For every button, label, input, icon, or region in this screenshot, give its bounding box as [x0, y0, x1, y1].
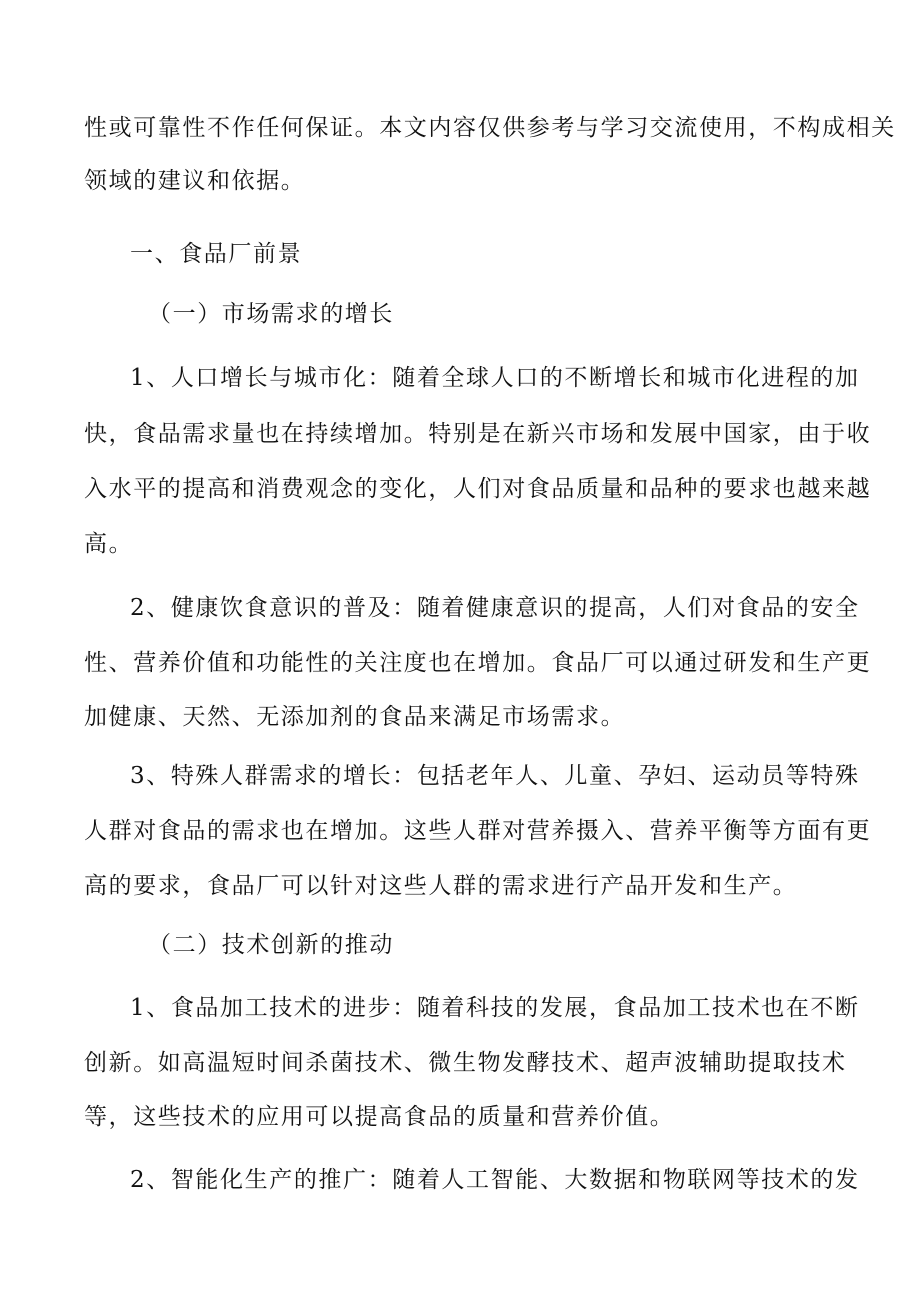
paragraph-3-line-3: 高的要求，食品厂可以针对这些人群的需求进行产品开发和生产。	[84, 873, 798, 899]
subsection-heading-1: （一）市场需求的增长	[148, 301, 394, 327]
paragraph-1-line-2: 快，食品需求量也在持续增加。特别是在新兴市场和发展中国家，由于收	[84, 421, 872, 447]
paragraph-2-line-1: 2、健康饮食意识的普及：随着健康意识的提高，人们对食品的安全	[130, 595, 860, 621]
section-heading: 一、食品厂前景	[130, 241, 303, 267]
paragraph-1-line-3: 入水平的提高和消费观念的变化，人们对食品质量和品种的要求也越来越	[84, 476, 872, 502]
paragraph-2-line-3: 加健康、天然、无添加剂的食品来满足市场需求。	[84, 704, 626, 730]
paragraph-4-line-3: 等，这些技术的应用可以提高食品的质量和营养价值。	[84, 1104, 675, 1130]
paragraph-4-line-2: 创新。如高温短时间杀菌技术、微生物发酵技术、超声波辅助提取技术	[84, 1050, 847, 1076]
subsection-heading-2: （二）技术创新的推动	[148, 932, 394, 958]
paragraph-5-line-1: 2、智能化生产的推广：随着人工智能、大数据和物联网等技术的发	[130, 1167, 860, 1193]
paragraph-4-line-1: 1、食品加工技术的进步：随着科技的发展，食品加工技术也在不断	[130, 995, 860, 1021]
paragraph-1-line-4: 高。	[84, 531, 134, 557]
intro-line-1: 性或可靠性不作任何保证。本文内容仅供参考与学习交流使用，不构成相关	[84, 115, 896, 141]
paragraph-2-line-2: 性、营养价值和功能性的关注度也在增加。食品厂可以通过研发和生产更	[84, 650, 872, 676]
intro-line-2: 领域的建议和依据。	[84, 168, 306, 194]
paragraph-1-line-1: 1、人口增长与城市化：随着全球人口的不断增长和城市化进程的加	[130, 365, 860, 391]
paragraph-3-line-2: 人群对食品的需求也在增加。这些人群对营养摄入、营养平衡等方面有更	[84, 818, 872, 844]
paragraph-3-line-1: 3、特殊人群需求的增长：包括老年人、儿童、孕妇、运动员等特殊	[130, 763, 860, 789]
